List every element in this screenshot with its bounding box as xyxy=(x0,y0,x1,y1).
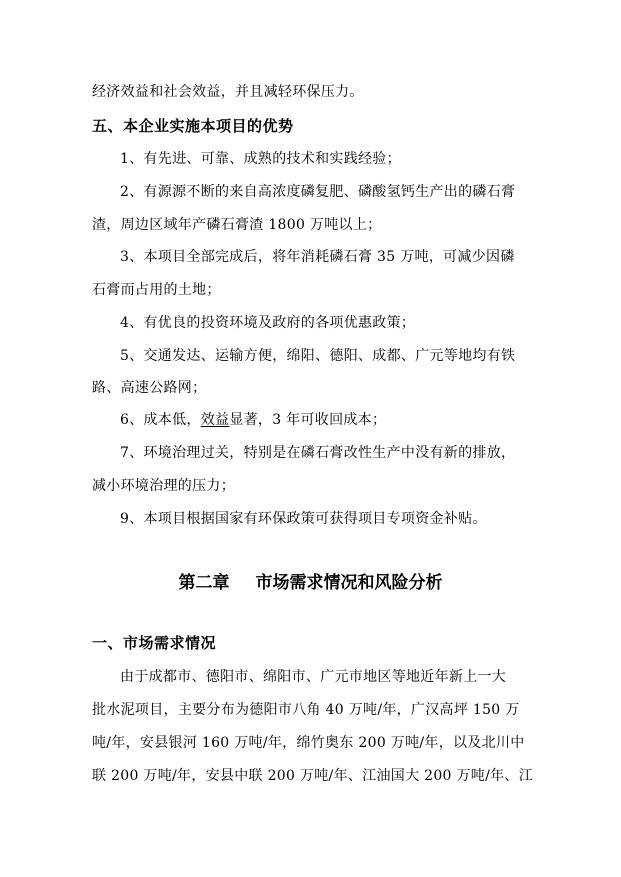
advantage-item-2-line-2: 渣，周边区域年产磷石膏渣 1800 万吨以上； xyxy=(92,217,382,233)
chapter-2-heading xyxy=(0,572,621,594)
market-paragraph-line-2: 批水泥项目，主要分布为德阳市八角 40 万吨/年，广汉高坪 150 万 xyxy=(92,702,520,718)
continuation-line: 经济效益和社会效益，并且减轻环保压力。 xyxy=(92,84,364,100)
advantage-item-7-line-1: 7、环境治理过关，特别是在磷石膏改性生产中没有新的排放， xyxy=(120,445,516,461)
advantage-item-5-line-2: 路、高速公路网； xyxy=(92,380,207,396)
market-paragraph-line-4: 联 200 万吨/年，安县中联 200 万吨/年、江油国大 200 万吨/年、江 xyxy=(92,768,534,784)
market-paragraph-line-3: 吨/年，安县银河 160 万吨/年，绵竹奥东 200 万吨/年，以及北川中 xyxy=(92,735,525,751)
advantage-item-6-prefix: 6、成本低， xyxy=(120,412,201,428)
advantage-item-9: 9、本项目根据国家有环保政策可获得项目专项资金补贴。 xyxy=(120,511,487,527)
chapter-label: 第二章 xyxy=(178,573,230,593)
section-1-heading: 一、市场需求情况 xyxy=(92,634,217,652)
advantage-item-6-underlined: 效益 xyxy=(200,412,230,428)
advantage-item-3-line-1: 3、本项目全部完成后，将年消耗磷石膏 35 万吨，可减少因磷 xyxy=(120,249,515,265)
advantage-item-6-suffix: 显著，3 年可收回成本； xyxy=(229,412,387,428)
advantage-item-5-line-1: 5、交通发达、运输方便，绵阳、德阳、成都、广元等地均有铁 xyxy=(120,348,516,364)
advantage-item-4: 4、有优良的投资环境及政府的各项优惠政策； xyxy=(120,315,416,331)
advantage-item-6 xyxy=(120,411,386,429)
advantage-item-3-line-2: 石膏而占用的土地； xyxy=(92,282,221,298)
advantage-item-1: 1、有先进、可靠、成熟的技术和实践经验； xyxy=(120,151,401,167)
chapter-title: 市场需求情况和风险分析 xyxy=(255,573,443,593)
market-paragraph-line-1: 由于成都市、德阳市、绵阳市、广元市地区等地近年新上一大 xyxy=(120,669,507,685)
advantage-item-7-line-2: 减小环境治理的压力； xyxy=(92,478,235,494)
section-5-heading: 五、本企业实施本项目的优势 xyxy=(92,117,294,135)
advantage-item-2-line-1: 2、有源源不断的来自高浓度磷复肥、磷酸氢钙生产出的磷石膏 xyxy=(120,184,516,200)
